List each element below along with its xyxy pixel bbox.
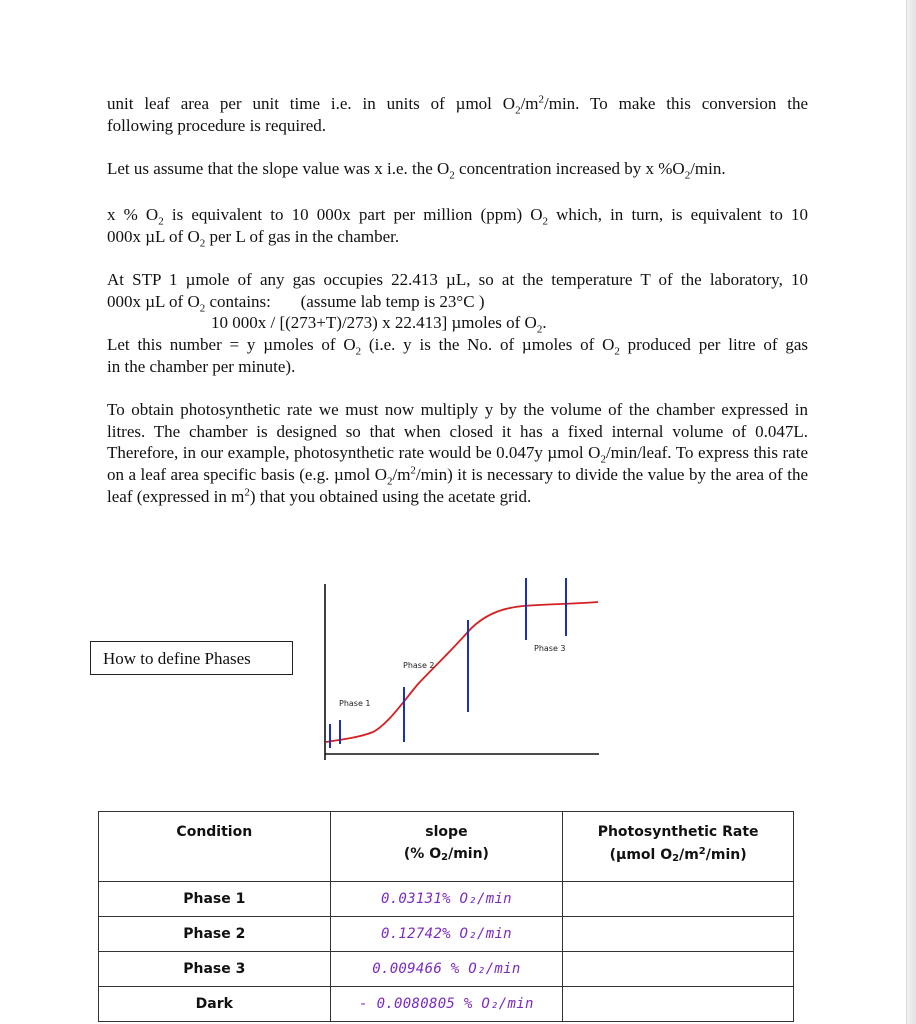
phase-1-markers	[330, 720, 340, 748]
phase-3-label: Phase 3	[534, 644, 566, 653]
scrollbar[interactable]	[906, 0, 916, 1024]
rate-cell[interactable]	[563, 882, 794, 917]
table-header-row	[99, 812, 794, 882]
paragraph-units: unit leaf area per unit time i.e. in units of µmol $O_2/m^2/\min$. To make this conversion the following procedure is required.	[107, 93, 808, 135]
slope-cell: 0.009466 % O₂/min	[330, 952, 563, 987]
rate-cell[interactable]	[563, 987, 794, 1022]
condition-cell: Phase 2	[99, 917, 331, 952]
phase-2-markers	[404, 620, 468, 742]
condition-cell: Phase 1	[99, 882, 331, 917]
table-row	[99, 952, 794, 987]
condition-cell: Phase 3	[99, 952, 331, 987]
slope-cell: - 0.0080805 % O₂/min	[330, 987, 563, 1022]
rate-cell[interactable]	[563, 917, 794, 952]
paragraph-stp-calculation: At STP 1 µmole of any gas occupies 22.413 µL, so at the temperature T of the laboratory, 10 000x µL of $O_2$ contains: (assume lab temp is 23°C ) 10 000x / [(273+T)/273) x 22.413] µmoles of $O_2$. Let this number = y µmoles of $O_2$ (i.e. y is the No. of µmoles of $O_2$ produced per litre of gas in the chamber per minute).	[107, 270, 809, 376]
phase-3-markers	[526, 578, 566, 640]
phase-definition-label: How to define Phases	[90, 641, 293, 675]
slope-cell: 0.03131% O₂/min	[330, 882, 563, 917]
paragraph-photosynthetic-rate: To obtain photosynthetic rate we must now multiply y by the volume of the chamber expressed in litres. The chamber is designed so that when closed it has a fixed internal volume of 0.047L. Therefore, in our example, photosynthetic rate would be 0.047y µmol $O_2/\min$/leaf. To express this rate on a leaf area specific basis (e.g. µmol $O_2/m^2/\min$) it is necessary to divide the value by the area of the leaf (expressed in $m^2$) that you obtained using the acetate grid.	[107, 400, 809, 506]
rates-table	[98, 811, 794, 1022]
header-slope: slope (% O2/min)	[330, 812, 563, 882]
table-row	[99, 917, 794, 952]
header-photosynthetic-rate: Photosynthetic Rate (µmol $O2/m^2/\min$)	[563, 812, 794, 882]
phases-graph	[318, 572, 608, 767]
phase-2-label: Phase 2	[403, 661, 435, 670]
phase-1-label: Phase 1	[339, 699, 371, 708]
rate-cell[interactable]	[563, 952, 794, 987]
rate-curve	[326, 602, 598, 742]
paragraph-ppm-equivalence: x % $O_2$ is equivalent to 10 000x part per million (ppm) $O_2$ which, in turn, is equivalent to 10 000x µL of $O_2$ per L of gas in the chamber.	[107, 205, 808, 250]
condition-cell: Dark	[99, 987, 331, 1022]
paragraph-slope-assumption: Let us assume that the slope value was x i.e. the $O_2$ concentration increased by x $\%O_2/\min$.	[107, 159, 726, 182]
slope-cell: 0.12742% O₂/min	[330, 917, 563, 952]
table-row	[99, 987, 794, 1022]
table-row	[99, 882, 794, 917]
header-condition: Condition	[99, 812, 331, 882]
